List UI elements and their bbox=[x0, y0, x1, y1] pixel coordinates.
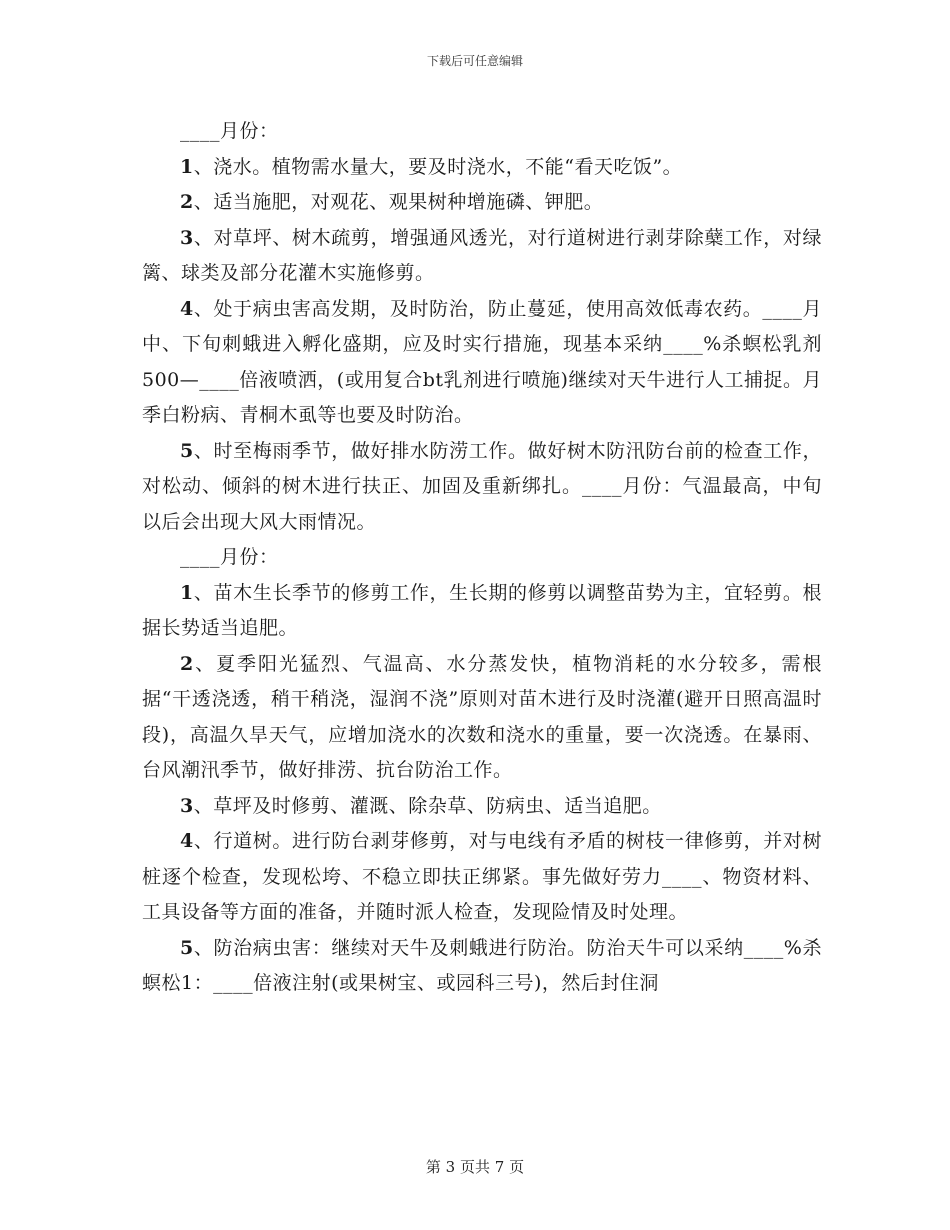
page-header: 下载后可任意编辑 bbox=[426, 54, 523, 68]
paragraph: 4、处于病虫害高发期，及时防治，防止蔓延，使用高效低毒农药。____月中、下旬刺蛾进入孵化盛期，应及时实行措施，现基本采纳____%杀螟松乳剂500—____倍液喷洒，(或用复合bt乳剂进行喷施)继续对天牛进行人工捕捉。月季白粉病、青桐木虱等也要及时防治。 bbox=[142, 297, 822, 426]
paragraph: 5、时至梅雨季节，做好排水防涝工作。做好树木防汛防台前的检查工作，对松动、倾斜的树木进行扶正、加固及重新绑扎。____月份：气温最高，中旬以后会出现大风大雨情况。 bbox=[142, 439, 822, 533]
paragraph: 1、浇水。植物需水量大，要及时浇水，不能“看天吃饭”。 bbox=[180, 155, 683, 178]
paragraph: 3、对草坪、树木疏剪，增强通风透光，对行道树进行剥芽除蘖工作，对绿篱、球类及部分花灌木实施修剪。 bbox=[142, 226, 822, 284]
paragraph: 4、行道树。进行防台剥芽修剪，对与电线有矛盾的树枝一律修剪，并对树桩逐个检查，发现松垮、不稳立即扶正绑紧。事先做好劳力____、物资材料、工具设备等方面的准备，并随时派人检查，发现险情及时处理。 bbox=[142, 830, 822, 923]
paragraph: 2、夏季阳光猛烈、气温高、水分蒸发快，植物消耗的水分较多，需根据“干透浇透，稍干稍浇，湿润不浇”原则对苗木进行及时浇灌(避开日照高温时段)，高温久旱天气，应增加浇水的次数和浇水的重量，要一次浇透。在暴雨、台风潮汛季节，做好排涝、抗台防治工作。 bbox=[142, 652, 822, 781]
document-body bbox=[142, 114, 822, 1002]
paragraph: ____月份： bbox=[180, 546, 279, 568]
page-footer: 第 3 页共 7 页 bbox=[425, 1158, 525, 1176]
paragraph: 3、草坪及时修剪、灌溉、除杂草、防病虫、适当追肥。 bbox=[180, 794, 662, 817]
paragraph: ____月份： bbox=[180, 120, 279, 142]
paragraph: 2、适当施肥，对观花、观果树种增施磷、钾肥。 bbox=[180, 191, 604, 213]
paragraph: 1、苗木生长季节的修剪工作，生长期的修剪以调整苗势为主，宜轻剪。根据长势适当追肥。 bbox=[142, 581, 822, 639]
paragraph: 5、防治病虫害：继续对天牛及刺蛾进行防治。防治天牛可以采纳____%杀螟松1：____倍液注射(或果树宝、或园科三号)，然后封住洞 bbox=[142, 936, 822, 994]
